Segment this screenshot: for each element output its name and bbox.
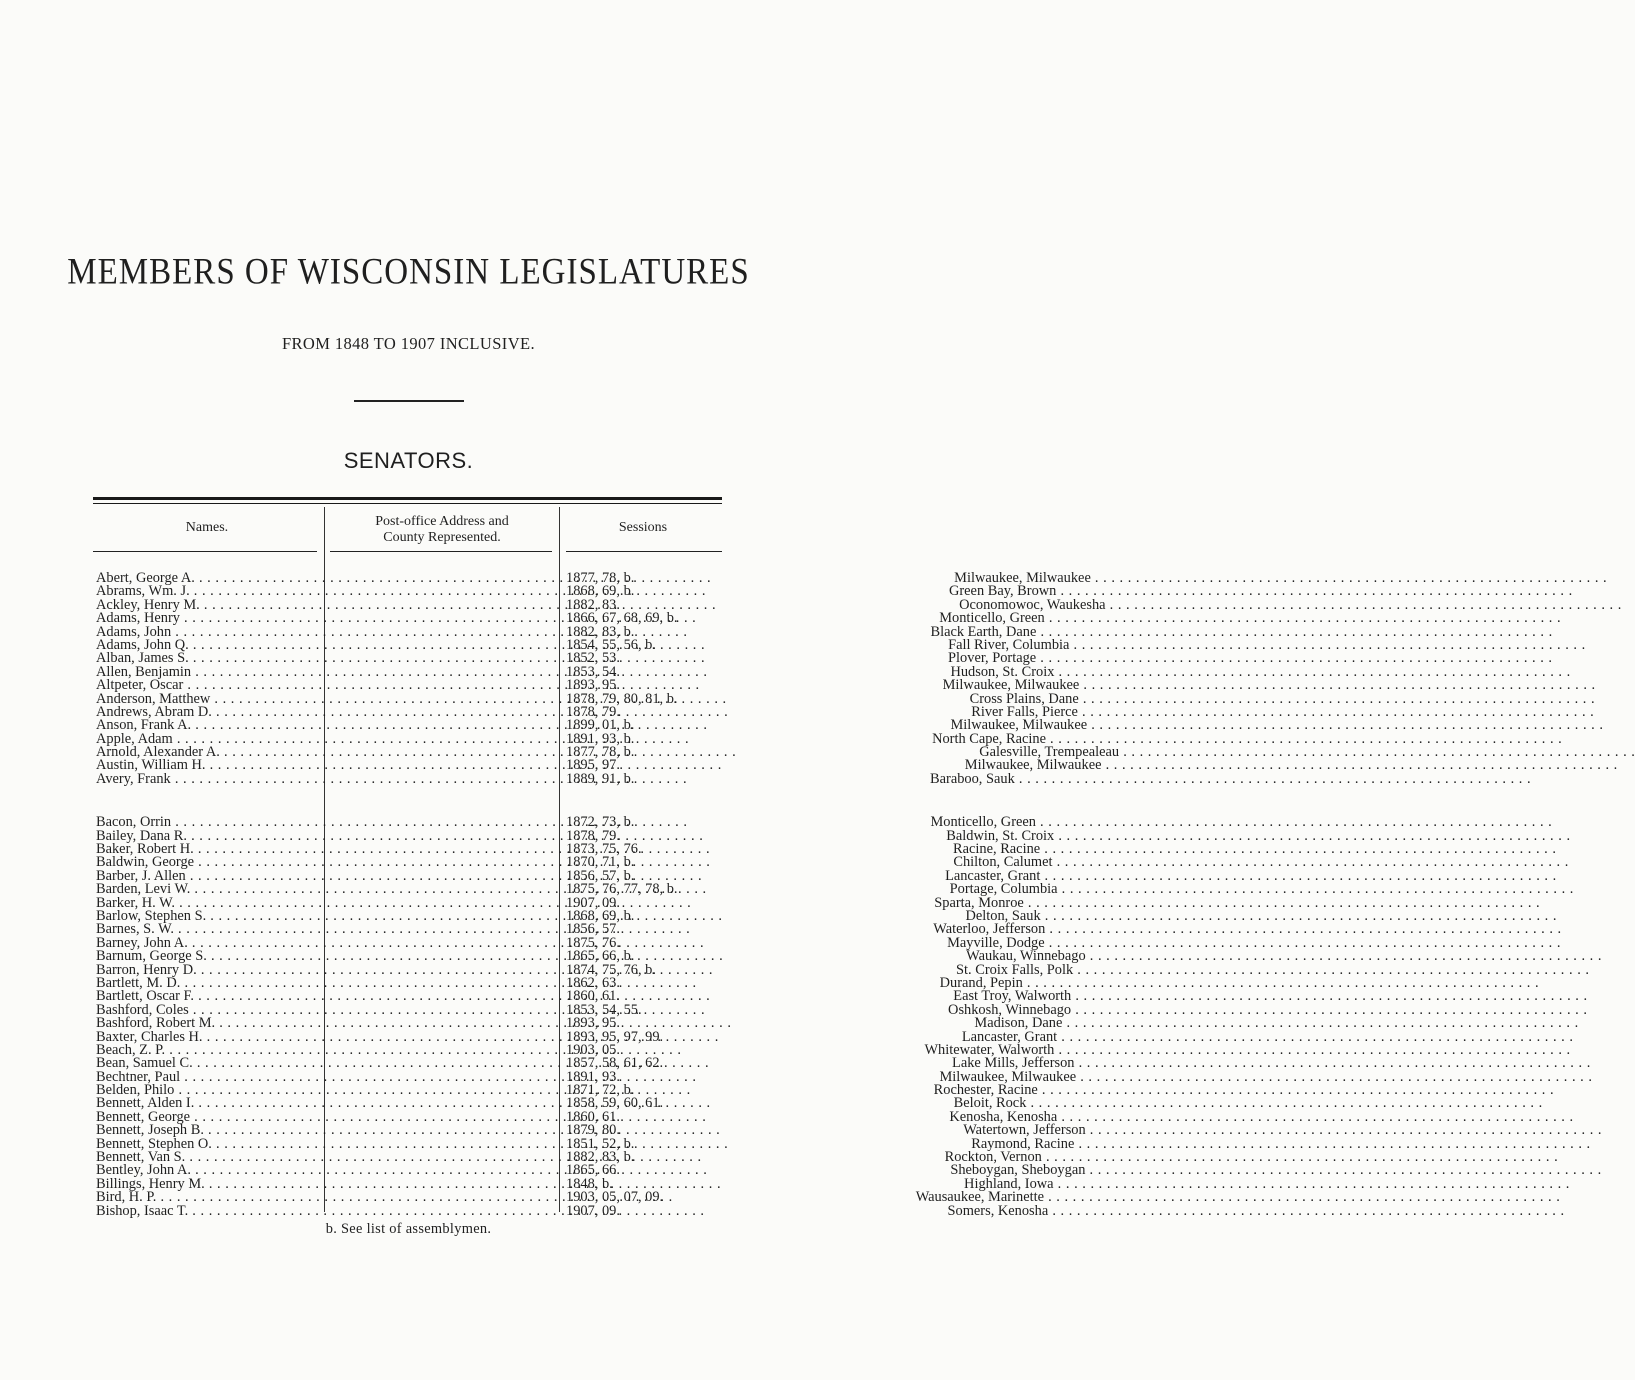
sessions-cell: 1874, 75, 76, b. xyxy=(566,961,656,978)
address-cell: Wausaukee, Marinette . . . xyxy=(916,1189,1561,1205)
address-cell: Watertown, Jefferson . . . xyxy=(963,1122,1602,1138)
sessions-cell: 1851, 52, b. xyxy=(566,1135,635,1152)
table-row xyxy=(0,770,1015,787)
address-cell: Beloit, Rock . . . xyxy=(954,1095,1543,1111)
sessions-cell: 1903, 05, 07, 09. xyxy=(566,1189,664,1206)
name-cell: Allen, Benjamin . . . xyxy=(96,664,707,680)
header-address-line2: County Represented. xyxy=(383,530,501,545)
table-top-rule xyxy=(93,497,722,500)
group-spacer xyxy=(0,786,859,816)
table-row xyxy=(0,1202,1049,1219)
address-cell: Milwaukee, Milwaukee . . . xyxy=(939,1069,1592,1085)
address-cell: Highland, Iowa . . . xyxy=(964,1176,1570,1192)
sessions-cell: 1873, 75, 76. xyxy=(566,841,642,858)
sessions-cell: 1895, 97. xyxy=(566,757,620,774)
name-cell: Bennett, Alden I. . . . xyxy=(96,1095,711,1111)
sessions-cell: 1860, 61. xyxy=(566,1108,620,1125)
sessions-cell: 1882, 83, b. xyxy=(566,623,635,640)
address-cell: Green Bay, Brown . . . xyxy=(949,583,1573,599)
page-subtitle: FROM 1848 TO 1907 INCLUSIVE. xyxy=(281,334,536,353)
name-cell: Bennett, Van S. . . . xyxy=(96,1149,702,1165)
address-cell: Racine, Racine . . . xyxy=(953,841,1556,857)
sessions-cell: 1870, 71, b. xyxy=(566,854,635,871)
sessions-cell: 1878, 79. xyxy=(566,703,620,720)
name-cell: Baxter, Charles H. . . . xyxy=(96,1029,719,1045)
address-cell: Milwaukee, Milwaukee . . . xyxy=(954,570,1607,586)
address-cell: Whitewater, Walworth . . . xyxy=(924,1042,1570,1058)
name-cell: Baker, Robert H. . . . xyxy=(96,841,710,857)
header-address xyxy=(328,514,556,546)
sessions-cell: 1853, 54. xyxy=(566,663,620,680)
sessions-cell: 1856, 57. xyxy=(566,921,620,938)
address-cell: Waterloo, Jefferson . . . xyxy=(933,921,1561,937)
sessions-cell: 1878, 79, 80, 81, b. xyxy=(566,690,678,707)
sessions-cell: 1907, 09. xyxy=(566,894,620,911)
name-cell: Apple, Adam . . . xyxy=(96,731,689,747)
table-top-rule-thin xyxy=(93,503,722,504)
address-cell: Rockton, Vernon . . . xyxy=(945,1149,1559,1165)
address-cell: North Cape, Racine . . . xyxy=(932,731,1562,747)
name-cell: Abert, George A. . . . xyxy=(96,570,711,586)
sessions-cell: 1856, 57, b. xyxy=(566,867,635,884)
header-names: Names. xyxy=(185,520,229,535)
name-cell: Andrews, Abram D. . . . xyxy=(96,704,728,720)
address-cell: Lancaster, Grant . . . xyxy=(945,868,1557,884)
name-cell: Belden, Philo . . . xyxy=(96,1082,691,1098)
name-cell: Alban, James S. . . . xyxy=(96,650,705,666)
sessions-cell: 1871, 72, b. xyxy=(566,1082,635,1099)
address-cell: Milwaukee, Milwaukee . . . xyxy=(965,757,1618,773)
address-cell: Fall River, Columbia . . . xyxy=(948,637,1586,653)
address-cell: Oshkosh, Winnebago . . . xyxy=(948,1002,1587,1018)
address-cell: Lancaster, Grant . . . xyxy=(962,1029,1574,1045)
name-cell: Bailey, Dana R. . . . xyxy=(96,828,703,844)
name-cell: Beach, Z. P. . . . xyxy=(96,1042,681,1058)
name-cell: Barron, Henry D. . . . xyxy=(96,962,713,978)
name-cell: Adams, Henry . . . xyxy=(96,610,696,626)
sessions-cell: 1882, 83, b. xyxy=(566,1149,635,1166)
name-cell: Baldwin, George . . . xyxy=(96,854,710,870)
address-cell: Monticello, Green . . . xyxy=(930,814,1552,830)
sessions-cell: 1866, 67, 68, 69, b. xyxy=(566,610,678,627)
sessions-cell: 1891, 93. xyxy=(566,1068,620,1085)
name-cell: Bean, Samuel C. . . . xyxy=(96,1055,709,1071)
sessions-cell: 1862, 63. xyxy=(566,974,620,991)
name-cell: Adams, John Q. . . . xyxy=(96,637,705,653)
footnote: b. See list of assemblymen. xyxy=(325,1221,492,1237)
sessions-cell: 1852, 53. xyxy=(566,650,620,667)
header-underline-sessions xyxy=(566,551,722,552)
name-cell: Barlow, Stephen S. . . . xyxy=(96,908,723,924)
address-cell: East Troy, Walworth . . . xyxy=(953,988,1587,1004)
sessions-cell: 1893, 95, 97, 99. xyxy=(566,1028,664,1045)
sessions-cell: 1868, 69, b. xyxy=(566,907,635,924)
address-cell: Chilton, Calumet . . . xyxy=(953,854,1568,870)
sessions-cell: 1878, 79. xyxy=(566,827,620,844)
address-cell: Rochester, Racine . . . xyxy=(934,1082,1554,1098)
name-cell: Arnold, Alexander A. . . . xyxy=(96,744,736,760)
address-cell: Monticello, Green . . . xyxy=(939,610,1561,626)
name-cell: Ackley, Henry M. . . . xyxy=(96,597,716,613)
address-cell: Sheboygan, Sheboygan . . . xyxy=(950,1162,1601,1178)
name-cell: Bennett, George . . . xyxy=(96,1109,706,1125)
name-cell: Bennett, Joseph B. . . . xyxy=(96,1122,720,1138)
name-cell: Avery, Frank . . . xyxy=(96,771,687,787)
sessions-cell: 1865, 66, b. xyxy=(566,948,635,965)
sessions-cell: 1872, 73, b. xyxy=(566,814,635,831)
name-cell: Bartlett, M. D. . . . xyxy=(96,975,697,991)
address-cell: Durand, Pepin . . . xyxy=(940,975,1539,991)
name-cell: Bentley, John A. . . . xyxy=(96,1162,707,1178)
name-cell: Barney, John A. . . . xyxy=(96,935,704,951)
sessions-cell: 1875, 76. xyxy=(566,934,620,951)
name-cell: Bacon, Orrin . . . xyxy=(96,814,687,830)
sessions-cell: 1879, 80. xyxy=(566,1122,620,1139)
name-cell: Bashford, Coles . . . xyxy=(96,1002,705,1018)
sessions-cell: 1877, 78, b. xyxy=(566,744,635,761)
sessions-cell: 1875, 76, 77, 78, b. xyxy=(566,881,678,898)
address-cell: Sparta, Monroe . . . xyxy=(934,895,1540,911)
sessions-cell: 1893, 95. xyxy=(566,1015,620,1032)
sessions-cell: 1893, 95. xyxy=(566,677,620,694)
address-cell: Waukau, Winnebago . . . xyxy=(966,948,1602,964)
name-cell: Bishop, Isaac T. . . . xyxy=(96,1203,705,1219)
sessions-cell: 1853, 54, 55. xyxy=(566,1001,642,1018)
address-cell: Baraboo, Sauk . . . xyxy=(930,771,1531,787)
sessions-cell: 1889, 91, b. xyxy=(566,770,635,787)
name-cell: Austin, William H. . . . xyxy=(96,757,722,773)
address-cell: Hudson, St. Croix . . . xyxy=(950,664,1570,680)
header-underline-address xyxy=(330,551,552,552)
address-cell: Raymond, Racine . . . xyxy=(971,1136,1590,1152)
name-cell: Bechtner, Paul . . . xyxy=(96,1069,696,1085)
name-cell: Bashford, Robert M. . . . xyxy=(96,1015,731,1031)
sessions-cell: 1848, b. xyxy=(566,1175,613,1192)
address-cell: Somers, Kenosha . . . xyxy=(948,1203,1565,1219)
sessions-cell: 1877, 78, b. xyxy=(566,570,635,586)
address-cell: Madison, Dane . . . xyxy=(974,1015,1578,1031)
address-cell: Delton, Sauk . . . xyxy=(966,908,1557,924)
address-cell: Oconomowoc, Waukesha . . . xyxy=(959,597,1622,613)
title-divider xyxy=(354,400,464,402)
address-cell: River Falls, Pierce . . . xyxy=(971,704,1594,720)
name-cell: Adams, John . . . xyxy=(96,624,687,640)
sessions-cell: 1857, 58, 61, 62. xyxy=(566,1055,664,1072)
sessions-cell: 1882, 83. xyxy=(566,596,620,613)
sessions-cell: 1854, 55, 56, b. xyxy=(566,636,656,653)
name-cell: Bennett, Stephen O. . . . xyxy=(96,1136,728,1152)
sessions-cell: 1858, 59, 60, 61. xyxy=(566,1095,664,1112)
sessions-cell: 1860, 61. xyxy=(566,988,620,1005)
name-cell: Barnum, George S. . . . xyxy=(96,948,723,964)
address-cell: Cross Plains, Dane . . . xyxy=(970,691,1595,707)
sessions-cell: 1903, 05. xyxy=(566,1041,620,1058)
senators-table-body xyxy=(0,570,1120,1219)
sessions-cell: 1865, 66. xyxy=(566,1162,620,1179)
name-cell: Bartlett, Oscar F. . . . xyxy=(96,988,710,1004)
header-sessions: Sessions xyxy=(618,520,668,535)
name-cell: Barber, J. Allen . . . xyxy=(96,868,702,884)
address-cell: Black Earth, Dane . . . xyxy=(930,624,1552,640)
header-underline-names xyxy=(93,551,317,552)
section-heading: SENATORS. xyxy=(343,448,474,473)
sessions-cell: 1868, 69, b. xyxy=(566,583,635,600)
page-title: MEMBERS OF WISCONSIN LEGISLATURES xyxy=(67,252,750,293)
sessions-cell: 1907, 09. xyxy=(566,1202,620,1219)
name-cell: Barden, Levi W. . . . xyxy=(96,881,707,897)
address-cell: Portage, Columbia . . . xyxy=(950,881,1574,897)
name-cell: Anderson, Matthew . . . xyxy=(96,691,727,707)
address-cell: Baldwin, St. Croix . . . xyxy=(946,828,1570,844)
address-cell: Mayville, Dodge . . . xyxy=(947,935,1561,951)
sessions-cell: 1891, 93, b. xyxy=(566,730,635,747)
address-cell: Kenosha, Kenosha . . . xyxy=(949,1109,1573,1125)
address-cell: Lake Mills, Jefferson . . . xyxy=(952,1055,1591,1071)
name-cell: Bird, H. P. . . . xyxy=(96,1189,673,1205)
address-cell: Plover, Portage . . . xyxy=(948,650,1552,666)
name-cell: Barker, H. W. . . . xyxy=(96,895,691,911)
name-cell: Barnes, S. W. . . . xyxy=(96,921,690,937)
name-cell: Billings, Henry M. . . . xyxy=(96,1176,721,1192)
name-cell: Anson, Frank A. . . . xyxy=(96,717,707,733)
name-cell: Altpeter, Oscar . . . xyxy=(96,677,700,693)
name-cell: Abrams, Wm. J. . . . xyxy=(96,583,706,599)
address-cell: Milwaukee, Milwaukee . . . xyxy=(950,717,1603,733)
sessions-cell: 1899, 01, b. xyxy=(566,717,635,734)
address-cell: St. Croix Falls, Polk . . . xyxy=(956,962,1589,978)
header-address-line1: Post-office Address and xyxy=(375,514,509,529)
address-cell: Galesville, Trempealeau . . . xyxy=(979,744,1635,760)
address-cell: Milwaukee, Milwaukee . . . xyxy=(943,677,1596,693)
